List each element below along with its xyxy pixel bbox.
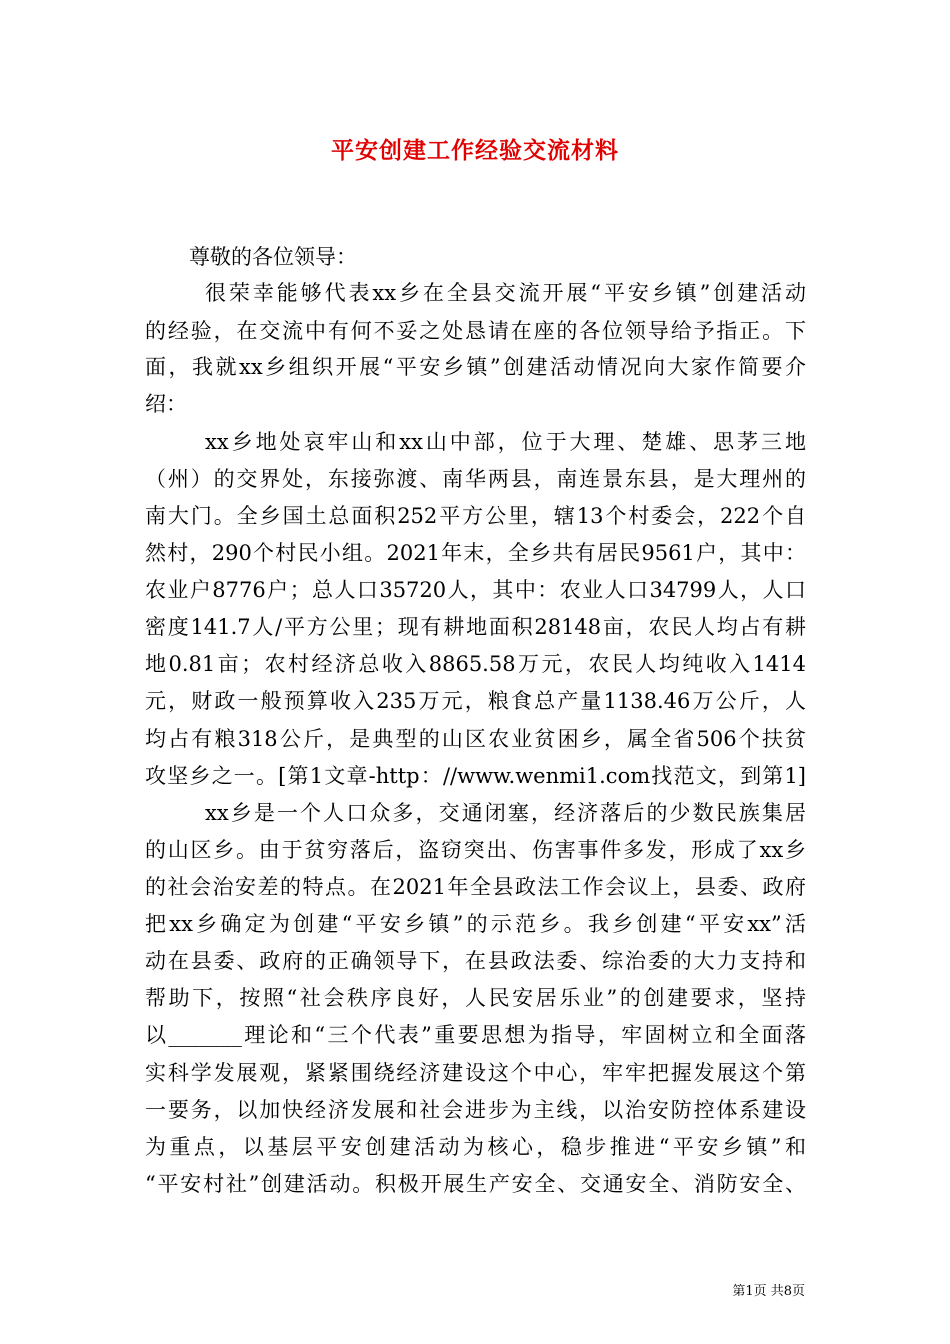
- body-line: 实科学发展观，紧紧围绕经济建设这个中心，牢牢把握发展这个第: [145, 1061, 806, 1085]
- body-line: 的经验，在交流中有何不妥之处恳请在座的各位领导给予指正。下: [145, 319, 806, 343]
- body-line: 以_______理论和“三个代表”重要思想为指导，牢固树立和全面落: [145, 1023, 806, 1047]
- body-line: 很荣幸能够代表xx乡在全县交流开展“平安乡镇”创建活动: [205, 281, 806, 305]
- body-line: 动在县委、政府的正确领导下，在县政法委、综治委的大力支持和: [145, 949, 806, 973]
- body-line: 均占有粮318公斤，是典型的山区农业贫困乡，属全省506个扶贫: [145, 727, 806, 751]
- body-line: 为重点，以基层平安创建活动为核心，稳步推进“平安乡镇”和: [145, 1135, 806, 1159]
- body-line: 面，我就xx乡组织开展“平安乡镇”创建活动情况向大家作简要介: [145, 355, 806, 379]
- body-line: 的社会治安差的特点。在2021年全县政法工作会议上，县委、政府: [145, 875, 806, 899]
- body-line: 帮助下，按照“社会秩序良好，人民安居乐业”的创建要求，坚持: [145, 986, 806, 1010]
- body-line: 攻坚乡之一。[第1文章-http：//www.wenmi1.com找范文，到第1]: [145, 764, 806, 788]
- body-line: 密度141.7人/平方公里；现有耕地面积28148亩，农民人均占有耕: [145, 615, 806, 639]
- body-line: 元，财政一般预算收入235万元，粮食总产量1138.46万公斤，人: [145, 689, 806, 713]
- document-title: 平安创建工作经验交流材料: [331, 137, 619, 164]
- page-number: 第1页 共8页: [732, 1284, 805, 1299]
- body-line: 把xx乡确定为创建“平安乡镇”的示范乡。我乡创建“平安xx”活: [145, 912, 806, 936]
- body-line: 地0.81亩；农村经济总收入8865.58万元，农民人均纯收入1414: [145, 652, 806, 676]
- body-line: 农业户8776户；总人口35720人，其中：农业人口34799人，人口: [145, 578, 806, 602]
- body-line: “平安村社”创建活动。积极开展生产安全、交通安全、消防安全、: [145, 1172, 806, 1196]
- body-line: xx乡是一个人口众多，交通闭塞，经济落后的少数民族集居: [205, 801, 806, 825]
- body-line: xx乡地处哀牢山和xx山中部，位于大理、楚雄、思茅三地: [205, 430, 806, 454]
- body-line: 一要务，以加快经济发展和社会进步为主线，以治安防控体系建设: [145, 1098, 806, 1122]
- body-line: （州）的交界处，东接弥渡、南华两县，南连景东县，是大理州的: [145, 467, 806, 491]
- body-line: 的山区乡。由于贫穷落后，盗窃突出、伤害事件多发，形成了xx乡: [145, 838, 806, 862]
- body-line: 然村，290个村民小组。2021年末，全乡共有居民9561户，其中：: [145, 541, 806, 565]
- salutation: 尊敬的各位领导：: [189, 245, 357, 269]
- body-line: 绍：: [145, 392, 187, 416]
- body-line: 南大门。全乡国土总面积252平方公里，辖13个村委会，222个自: [145, 504, 806, 528]
